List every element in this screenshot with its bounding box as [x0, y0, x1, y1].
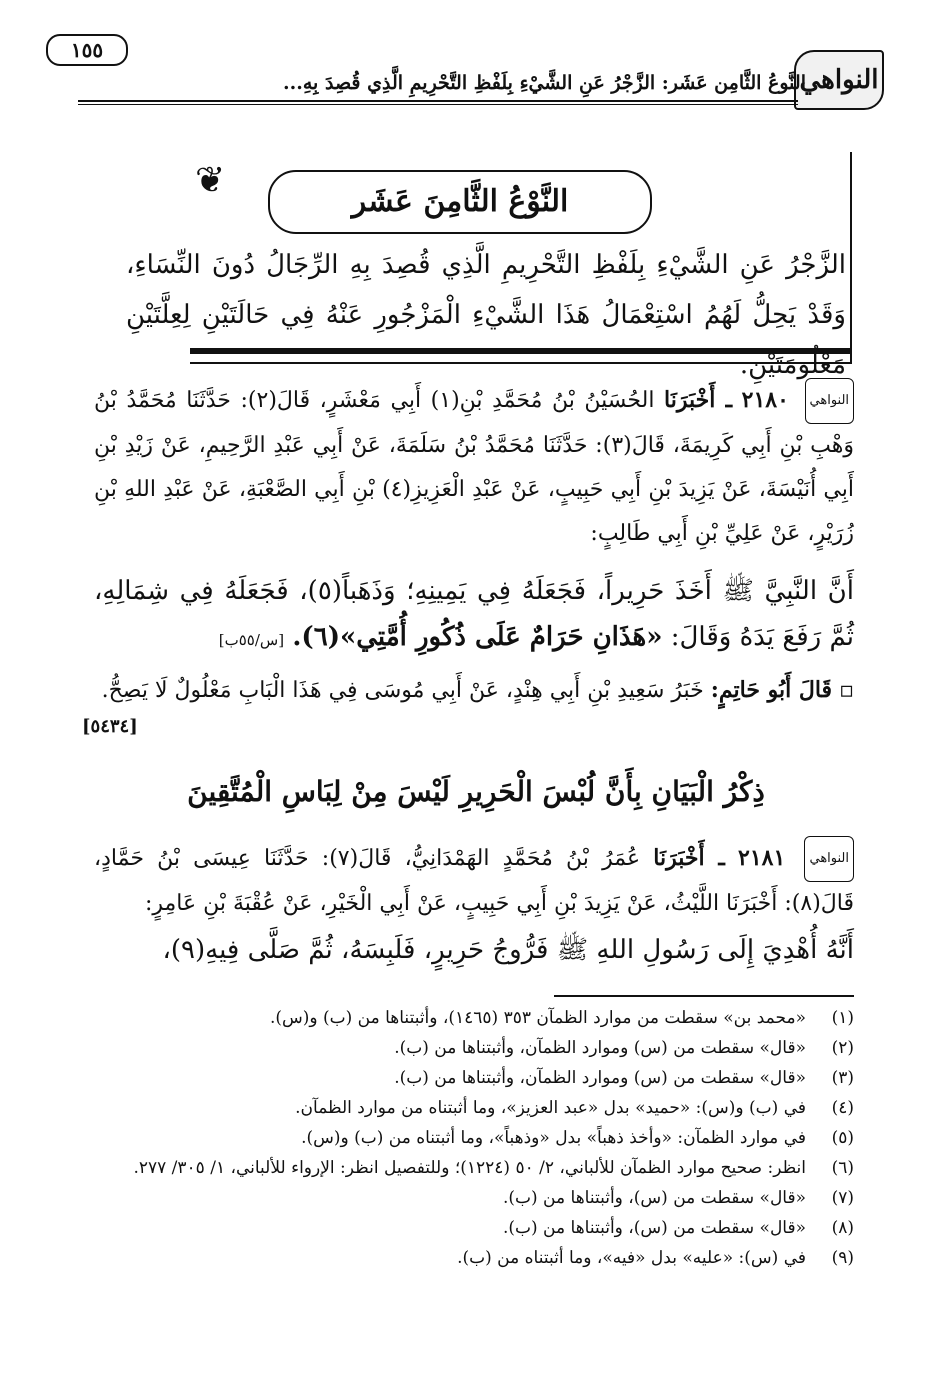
- hadith-isnad: الحُسَيْنُ بْنُ مُحَمَّدِ بْنِ(١) أَبِي مَعْشَرٍ، قَالَ(٢): حَدَّثَنَا مُحَمَّدُ بْنُ وَهْبِ بْنِ أَبِي كَرِيمَةَ، قَالَ(٣): حَدَّثَنَا مُحَمَّدُ بْنُ سَلَمَةَ، عَنْ أَبِي عَبْدِ الرَّحِيمِ، عَنْ زَيْدِ بْنِ أَبِي أُنَيْسَةَ، عَنْ يَزِيدَ بْنِ أَبِي حَبِيبٍ، عَنْ عَبْدِ الْعَزِيزِ(٤) بْنِ أَبِي الصَّعْبَةِ، عَنْ عَبْدِ اللهِ بْنِ زُرَيْرٍ، عَنْ عَلِيِّ بْنِ أَبِي طَالِبٍ:: [94, 388, 855, 546]
- hadith-isnad: عُمَرُ بْنُ مُحَمَّدٍ الهَمْدَانِيُّ، قَالَ(٧): حَدَّثَنَا عِيسَى بْنُ حَمَّادٍ، قَالَ(٨): أَخْبَرَنَا اللَّيْثُ، عَنْ يَزِيدَ بْنِ أَبِي حَبِيبٍ، عَنْ أَبِي الْخَيْرِ، عَنْ عُقْبَةَ بْنِ عَامِرٍ:: [94, 846, 854, 916]
- page-number: ١٥٥: [46, 34, 128, 66]
- hadith-intro: ـ أَخْبَرَنَا: [653, 845, 725, 871]
- ornament-icon: ❦: [195, 160, 226, 201]
- page-reference: [س/٥٥ب]: [218, 631, 285, 649]
- chapter-description: الزَّجْرُ عَنِ الشَّيْءِ بِلَفْظِ التَّحْرِيمِ الَّذِي قُصِدَ بِهِ الرِّجَالُ دُونَ النِّسَاءِ، وَقَدْ يَحِلُّ لَهُمُ اسْتِعْمَالُ هَذَا الشَّيْءِ الْمَزْجُورِ عَنْهُ فِي حَالَتَيْنِ لِعِلَّتَيْنِ مَعْلُومَتَيْنِ.: [126, 250, 846, 380]
- footnote: (٧) «قال» سقطت من (س)، وأثبتناها من (ب).: [502, 1188, 854, 1208]
- hadith-symbol: النواهي: [805, 378, 855, 424]
- hadith-2181-isnad: [94, 836, 854, 926]
- chapter-title: النَّوْعُ الثَّامِنَ عَشَر: [268, 170, 652, 234]
- hadith-number: ٢١٨١: [738, 845, 786, 871]
- hadith-quote: «هَذَانِ حَرَامٌ عَلَى ذُكُورِ أُمَّتِي»(٦).: [292, 622, 663, 652]
- hadith-matn: أَنَّ النَّبِيَّ ﷺ أَخَذَ حَرِيراً، فَجَعَلَهُ فِي يَمِينِهِ؛ وَذَهَباً(٥)، فَجَعَلَهُ فِي شِمَالِهِ، ثُمَّ رَفَعَ يَدَهُ وَقَالَ:: [94, 576, 854, 652]
- footnote-rule: [554, 995, 854, 997]
- hadith-symbol: النواهي: [804, 836, 854, 882]
- hadith-2180-matn: [94, 568, 854, 663]
- logo-text: النواهي: [799, 65, 879, 95]
- hadith-2180-isnad: [94, 378, 854, 556]
- hadith-number: ٢١٨٠: [741, 387, 789, 413]
- footnote: (٥) في موارد الظمآن: «وأخذ ذهباً» بدل «وذهباً»، وما أثبتناه من (ب) و(س).: [301, 1128, 854, 1148]
- logo-badge: [794, 50, 884, 110]
- footnote: (٦) انظر: صحيح موارد الظمآن للألباني، ٢/ ٥٠ (١٢٢٤)؛ وللتفصيل انظر: الإرواء للألباني، ١/ ٣٠٥/ ٢٧٧.: [133, 1158, 854, 1178]
- hadith-2181-matn: [94, 928, 854, 972]
- hadith-matn: أَنَّهُ أُهْدِيَ إِلَى رَسُولِ اللهِ ﷺ فَرُّوجُ حَرِيرٍ، فَلَبِسَهُ، ثُمَّ صَلَّى فِيهِ(٩)،: [162, 935, 854, 965]
- footnote: (٩) في (س): «عليه» بدل «فيه»، وما أثبتناه من (ب).: [457, 1248, 854, 1268]
- header-rule: [78, 100, 798, 102]
- hadith-intro: ـ أَخْبَرَنَا: [664, 387, 733, 413]
- square-bullet-icon: ▫: [839, 678, 854, 703]
- footnote: (٤) في (ب) و(س): «حميد» بدل «عبد العزيز»، وما أثبتناه من موارد الظمآن.: [295, 1098, 854, 1118]
- header-rule-thin: [78, 104, 798, 105]
- footnotes: [74, 1003, 854, 1273]
- reference-code: [٥٤٣٤]: [82, 716, 138, 737]
- footnote: (٣) «قال» سقطت من (س) وموارد الظمآن، وأثبتناها من (ب).: [394, 1068, 854, 1088]
- footnote: (١) «محمد بن» سقطت من موارد الظمآن ٣٥٣ (١٤٦٥)، وأثبتناها من (ب) و(س).: [269, 1008, 854, 1028]
- comment-label: قَالَ أَبُو حَاتِمٍ:: [710, 677, 833, 703]
- footnote: (٨) «قال» سقطت من (س)، وأثبتناها من (ب).: [502, 1218, 854, 1238]
- running-title: النَّوعُ الثَّامِن عَشَر: الزَّجْرُ عَنِ الشَّيْءِ بِلَفْظِ التَّحْرِيمِ الَّذِي قُصِدَ بِهِ...: [283, 72, 806, 94]
- footnote: (٢) «قال» سقطت من (س) وموارد الظمآن، وأثبتناها من (ب).: [394, 1038, 854, 1058]
- section-heading: ذِكْرُ الْبَيَانِ بِأَنَّ لُبْسَ الْحَرِيرِ لَيْسَ مِنْ لِبَاسِ الْمُتَّقِينَ: [187, 775, 765, 808]
- hadith-2180-comment: [94, 668, 854, 713]
- comment-text: خَبَرُ سَعِيدِ بْنِ أَبِي هِنْدٍ، عَنْ أَبِي مُوسَى فِي هَذَا الْبَابِ مَعْلُولٌ لَا يَصِحُّ.: [101, 678, 704, 703]
- chapter-divider: [190, 348, 850, 354]
